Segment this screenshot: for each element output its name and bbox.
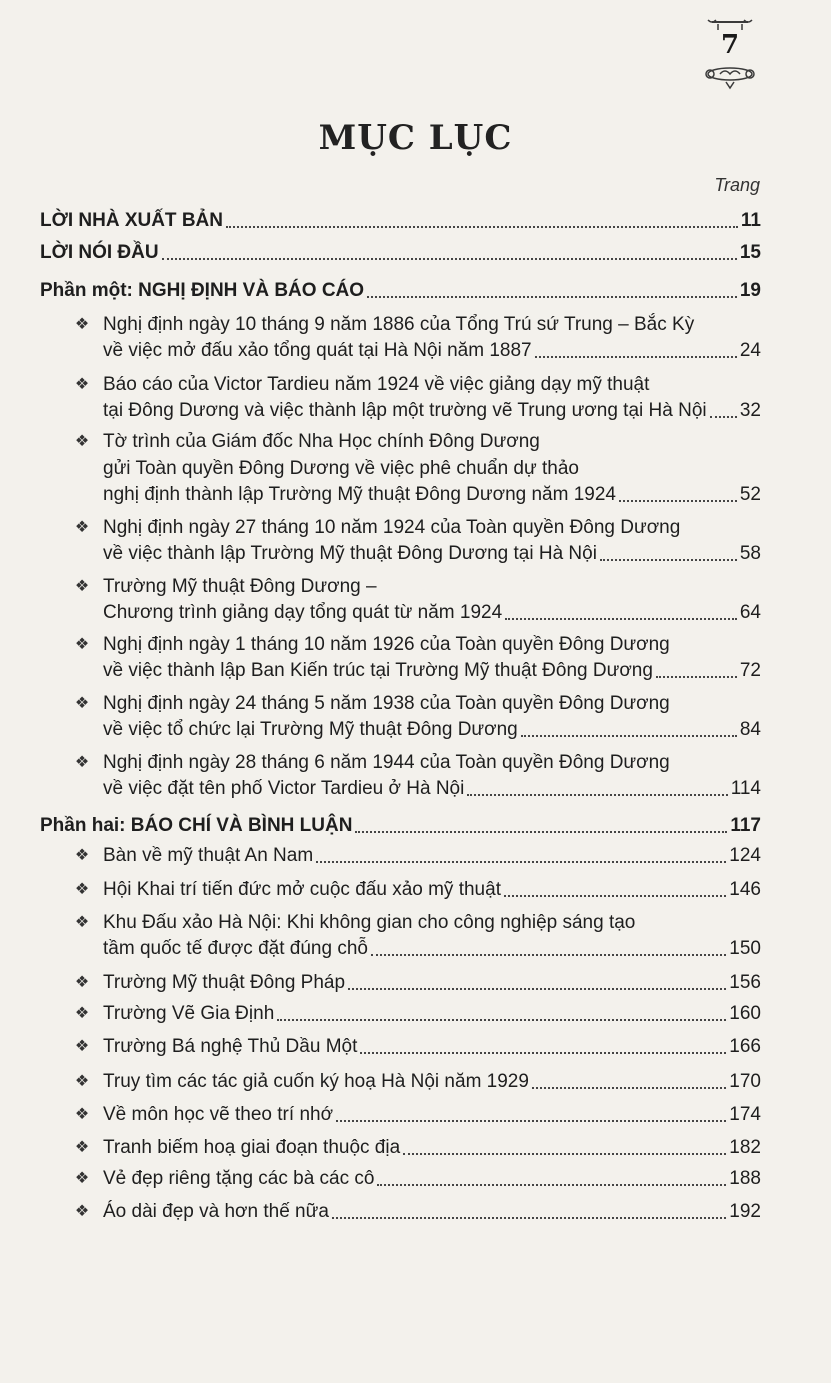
toc-entry-page: 156 [729,972,761,993]
toc-entry-page: 182 [729,1137,761,1158]
toc-entry-page: 52 [739,484,761,505]
dot-leader [403,1152,726,1155]
toc-entry-title: Trường Bá nghệ Thủ Dầu Một [103,1036,358,1057]
toc-entry[interactable] [103,1166,761,1192]
toc-entry-title-line: Trường Mỹ thuật Đông Dương – [103,576,377,597]
toc-entry[interactable] [103,843,761,869]
bullet-diamond-icon: ❖ [74,1038,90,1055]
dot-leader [505,617,737,620]
bullet-diamond-icon: ❖ [74,376,90,393]
toc-section-heading[interactable] [40,278,761,304]
dot-leader [377,1183,726,1186]
toc-entry-page: 114 [730,778,761,799]
toc-entry[interactable] [103,1135,761,1161]
dot-leader [348,987,726,990]
toc-entry-title: về việc thành lập Ban Kiến trúc tại Trường Mỹ thuật Đông Dương [103,660,653,681]
toc-entry[interactable] [103,541,761,567]
bullet-diamond-icon: ❖ [74,1203,90,1220]
toc-entry-title-line: gửi Toàn quyền Đông Dương về việc phê chuẩn dự thảo [103,458,579,479]
toc-entry-title: về việc mở đấu xảo tổng quát tại Hà Nội năm 1887 [103,340,532,361]
bullet-diamond-icon: ❖ [74,847,90,864]
bullet-diamond-icon: ❖ [74,519,90,536]
page-column-label: Trang [714,175,760,195]
toc-entry-page: 15 [739,242,761,263]
bullet-diamond-icon: ❖ [74,636,90,653]
toc-entry-title-line: Tờ trình của Giám đốc Nha Học chính Đông Dương [103,431,540,452]
bullet-diamond-icon: ❖ [74,881,90,898]
dot-leader [226,225,738,228]
toc-entry-page: 84 [739,719,761,740]
toc-entry-title: Tranh biếm hoạ giai đoạn thuộc địa [103,1137,401,1158]
toc-entry-page: 192 [729,1201,761,1222]
toc-entry[interactable] [103,1199,761,1225]
toc-entry-title: LỜI NÓI ĐẦU [40,242,159,263]
toc-entry-title: Phần một: NGHỊ ĐỊNH VÀ BÁO CÁO [40,280,365,301]
toc-entry[interactable] [40,208,761,234]
toc-entry-page: 146 [729,879,761,900]
toc-entry-page: 174 [729,1104,761,1125]
toc-entry-title-line: Nghị định ngày 27 tháng 10 năm 1924 của Toàn quyền Đông Dương [103,517,681,538]
toc-entry[interactable] [103,1102,761,1128]
toc-entry[interactable] [40,240,761,266]
dot-leader [619,499,737,502]
bullet-diamond-icon: ❖ [74,754,90,771]
bullet-diamond-icon: ❖ [74,914,90,931]
toc-entry[interactable] [103,338,761,364]
toc-entry-title: Trường Mỹ thuật Đông Pháp [103,972,346,993]
bullet-diamond-icon: ❖ [74,1005,90,1022]
toc-entry[interactable] [103,970,761,996]
toc-entry-page: 117 [730,815,761,836]
dot-leader [355,830,727,833]
dot-leader [162,257,737,260]
toc-section-heading[interactable] [40,813,761,839]
toc-entry-page: 24 [739,340,761,361]
toc-entry-title: Hội Khai trí tiến đức mở cuộc đấu xảo mỹ thuật [103,879,501,900]
toc-entry-title-line: Nghị định ngày 10 tháng 9 năm 1886 của Tổng Trú sứ Trung – Bắc Kỳ [103,314,695,335]
dot-leader [504,894,726,897]
toc-entry-title: về việc đặt tên phố Victor Tardieu ở Hà Nội [103,778,465,799]
toc-entry-page: 150 [729,938,761,959]
dot-leader [467,793,727,796]
page-title: MỤC LỤC [318,118,513,158]
bullet-diamond-icon: ❖ [74,433,90,450]
toc-entry-page: 64 [739,602,761,623]
toc-entry-title-line: Báo cáo của Victor Tardieu năm 1924 về việc giảng dạy mỹ thuật [103,374,650,395]
toc-entry[interactable] [103,1069,761,1095]
toc-entry-page: 124 [729,845,761,866]
toc-entry-title: về việc tổ chức lại Trường Mỹ thuật Đông Dương [103,719,518,740]
toc-entry[interactable] [103,936,761,962]
toc-entry-title-line: Nghị định ngày 24 tháng 5 năm 1938 của Toàn quyền Đông Dương [103,693,670,714]
dot-leader [277,1018,726,1021]
toc-entry-title-line: Khu Đấu xảo Hà Nội: Khi không gian cho công nghiệp sáng tạo [103,912,636,933]
bullet-diamond-icon: ❖ [74,1073,90,1090]
bullet-diamond-icon: ❖ [74,695,90,712]
toc-entry-title: nghị định thành lập Trường Mỹ thuật Đông Dương năm 1924 [103,484,616,505]
dot-leader [336,1119,726,1122]
bullet-diamond-icon: ❖ [74,974,90,991]
dot-leader [360,1051,726,1054]
bullet-diamond-icon: ❖ [74,316,90,333]
toc-entry[interactable] [103,398,761,424]
toc-entry-page: 19 [739,280,761,301]
toc-entry-title: Truy tìm các tác giả cuốn ký hoạ Hà Nội năm 1929 [103,1071,529,1092]
toc-entry-page: 32 [739,400,761,421]
toc-entry-page: 166 [729,1036,761,1057]
bullet-diamond-icon: ❖ [74,1170,90,1187]
toc-entry-title: Vẻ đẹp riêng tặng các bà các cô [103,1168,375,1189]
toc-entry-title: Phần hai: BÁO CHÍ VÀ BÌNH LUẬN [40,815,353,836]
toc-entry-title: Về môn học vẽ theo trí nhớ [103,1104,334,1125]
dot-leader [332,1216,726,1219]
toc-entry-title: tầm quốc tế được đặt đúng chỗ [103,938,368,959]
dot-leader [535,355,737,358]
dot-leader [521,734,737,737]
toc-entry-page: 58 [739,543,761,564]
toc-entry-title: Bàn về mỹ thuật An Nam [103,845,314,866]
toc-entry[interactable] [103,482,761,508]
toc-entry-title: Trường Vẽ Gia Định [103,1003,275,1024]
bullet-diamond-icon: ❖ [74,1139,90,1156]
toc-entry[interactable] [103,600,761,626]
toc-entry-title: LỜI NHÀ XUẤT BẢN [40,210,223,231]
toc-entry-page: 188 [729,1168,761,1189]
toc-entry-title: Chương trình giảng dạy tổng quát từ năm 1924 [103,602,503,623]
toc-entry[interactable] [103,717,761,743]
toc-entry[interactable] [103,1034,761,1060]
dot-leader [656,675,737,678]
toc-entry-title: Áo dài đẹp và hơn thế nữa [103,1201,329,1222]
toc-entry[interactable] [103,877,761,903]
toc-entry[interactable] [103,776,761,802]
page-number: 7 [720,30,740,60]
dot-leader [710,415,737,418]
bullet-diamond-icon: ❖ [74,578,90,595]
dot-leader [532,1086,726,1089]
dot-leader [371,953,726,956]
toc-entry-title: tại Đông Dương và việc thành lập một trường vẽ Trung ương tại Hà Nội [103,400,707,421]
bullet-diamond-icon: ❖ [74,1106,90,1123]
toc-entry-page: 11 [740,210,761,231]
toc-entry-page: 170 [729,1071,761,1092]
toc-entry-page: 160 [729,1003,761,1024]
dot-leader [367,295,737,298]
toc-entry-title-line: Nghị định ngày 1 tháng 10 năm 1926 của Toàn quyền Đông Dương [103,634,670,655]
toc-entry-title: về việc thành lập Trường Mỹ thuật Đông Dương tại Hà Nội [103,543,597,564]
dot-leader [316,860,726,863]
dot-leader [600,558,737,561]
toc-entry-page: 72 [739,660,761,681]
toc-entry[interactable] [103,1001,761,1027]
toc-entry[interactable] [103,658,761,684]
toc-entry-title-line: Nghị định ngày 28 tháng 6 năm 1944 của Toàn quyền Đông Dương [103,752,670,773]
